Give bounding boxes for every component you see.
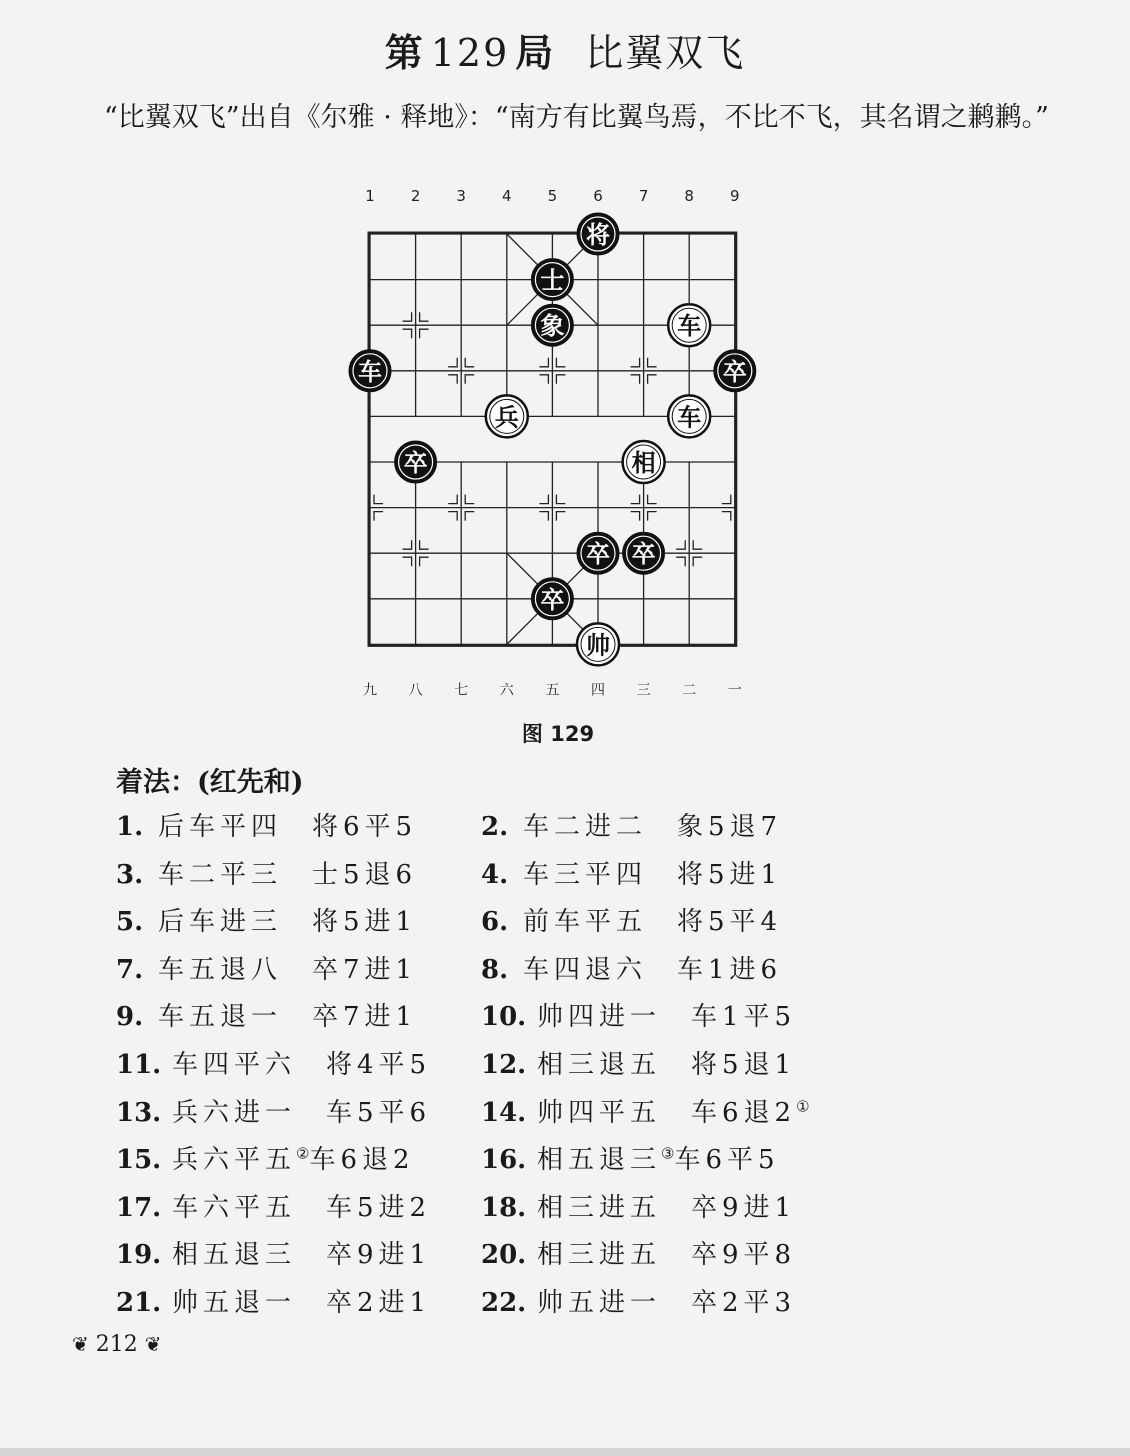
black-move: 卒9进1 [326,1240,432,1271]
move-row [116,901,876,949]
file-label-top: 6 [593,187,603,205]
moves-list [116,806,876,1330]
move-entry [481,949,782,986]
move-number: 9. [116,1002,144,1033]
move-row [116,1234,876,1282]
move-entry [481,901,782,938]
file-label-top: 7 [638,187,649,205]
move-row [116,1139,876,1187]
move-entry [116,1139,415,1176]
footnote-mark: ① [796,1096,810,1115]
piece-black [577,532,619,574]
piece-red [577,623,619,665]
black-move: 将6平5 [312,812,418,842]
move-entry [116,1044,431,1081]
red-move: 车二平三 [158,859,283,890]
red-move: 车五退八 [158,954,283,985]
black-move: 将5进1 [677,859,783,890]
move-row [116,949,876,997]
black-move: 卒2进1 [326,1287,432,1318]
piece-black [395,441,437,483]
red-move: 车六平五 [172,1192,297,1223]
piece-black [623,532,665,574]
piece-black [531,304,573,346]
piece-label: 车 [358,357,382,386]
move-entry [481,806,782,843]
file-label-bottom: 一 [727,682,742,699]
move-row [116,806,876,854]
black-move: 将5平4 [677,907,783,938]
file-label-bottom: 五 [545,682,560,699]
move-number: 15. [116,1145,162,1176]
piece-black [714,350,756,392]
piece-label: 卒 [722,357,747,386]
red-move: 相三退五 [537,1049,662,1080]
move-number: 17. [116,1192,162,1223]
black-move: 车6平5 [674,1145,780,1176]
moves-header: 着法：(红先和) [116,767,304,798]
move-number: 18. [481,1192,527,1223]
move-number: 3. [116,859,144,890]
move-number: 14. [481,1097,527,1128]
red-move: 相五退三 [537,1145,662,1176]
file-label-bottom: 八 [408,682,423,699]
move-entry [116,854,417,891]
black-move: 车6退2 [691,1097,797,1128]
move-entry [481,1044,796,1081]
red-move: 前车平五 [523,907,648,938]
move-number: 6. [481,907,509,938]
file-label-bottom: 九 [363,682,377,699]
title-name: 比翼双飞 [585,31,746,75]
red-move: 车二进二 [523,812,648,842]
black-move: 卒9进1 [691,1192,797,1223]
title-number: 129 [430,31,510,75]
move-entry [481,1092,810,1129]
move-number: 20. [481,1240,527,1271]
move-row [116,1187,876,1235]
red-move: 相五退三 [172,1240,297,1271]
black-move: 将5退1 [691,1049,797,1080]
move-entry [116,806,417,843]
move-number: 5. [116,907,144,938]
red-move: 兵六平五 [172,1145,297,1176]
black-move: 卒9平8 [691,1240,797,1271]
piece-black [349,350,391,392]
piece-red [623,441,665,483]
red-move: 兵六进一 [172,1097,297,1128]
move-number: 8. [481,954,509,985]
move-number: 4. [481,859,509,890]
page-title [0,22,1130,77]
title-suffix: 局 [515,30,556,75]
red-move: 帅四平五 [537,1097,662,1128]
move-number: 7. [116,954,144,985]
piece-label: 车 [677,312,702,341]
move-entry [481,1139,780,1176]
black-move: 卒7进1 [312,954,418,985]
footnote-mark: ② [296,1144,310,1163]
move-number: 12. [481,1049,527,1080]
move-number: 11. [116,1049,162,1080]
red-move: 后车进三 [158,907,283,938]
move-entry [481,1282,796,1319]
page-footer [72,1332,162,1357]
move-entry [116,901,417,938]
xiangqi-board [330,180,790,700]
file-label-top: 4 [502,187,512,205]
move-number: 10. [481,1002,527,1033]
red-move: 车四退六 [523,954,648,985]
red-move: 车四平六 [172,1049,297,1080]
black-move: 将4平5 [326,1049,432,1080]
ornament-right-icon: ❦ [144,1332,162,1356]
move-number: 22. [481,1287,527,1318]
file-label-top: 1 [365,187,375,205]
piece-label: 相 [631,449,656,477]
file-label-bottom: 四 [591,682,605,699]
move-number: 21. [116,1287,162,1318]
file-label-bottom: 六 [499,682,514,699]
black-move: 车1进6 [677,954,783,985]
red-move: 帅五退一 [172,1287,297,1318]
red-move: 帅五进一 [537,1287,662,1318]
move-row [116,854,876,902]
file-label-bottom: 七 [454,682,469,699]
page-number: 212 [95,1332,138,1357]
move-number: 13. [116,1097,162,1128]
piece-label: 卒 [631,540,656,569]
move-entry [116,996,417,1033]
red-move: 车三平四 [523,859,648,890]
move-entry [116,949,417,986]
move-entry [116,1187,431,1224]
move-row [116,1282,876,1330]
file-label-bottom: 三 [636,682,651,699]
red-move: 后车平四 [158,812,283,842]
move-entry [481,854,782,891]
piece-label: 将 [586,221,610,249]
black-move: 车5平6 [326,1097,432,1128]
black-move: 车1平5 [691,1002,797,1033]
black-move: 车5进2 [326,1192,432,1223]
move-entry [481,1187,796,1224]
move-number: 2. [481,812,509,842]
red-move: 帅四进一 [537,1002,662,1033]
move-entry [116,1282,431,1319]
red-move: 车五退一 [158,1002,283,1033]
file-label-top: 2 [410,187,421,205]
move-entry [116,1234,431,1271]
black-move: 士5退6 [312,859,418,890]
move-entry [116,1092,431,1129]
piece-label: 士 [540,266,565,295]
piece-red [668,304,710,346]
piece-black [531,578,573,620]
file-label-top: 3 [456,187,466,205]
red-move: 相三进五 [537,1240,662,1271]
move-row [116,1044,876,1092]
piece-label: 象 [540,312,565,341]
bottom-bar [0,1448,1130,1456]
black-move: 卒7进1 [312,1002,418,1033]
move-number: 16. [481,1145,527,1176]
ornament-left-icon: ❦ [72,1332,89,1356]
move-row [116,1092,876,1140]
black-move: 将5进1 [312,907,418,938]
move-entry [481,1234,796,1271]
move-row [116,996,876,1044]
red-move: 相三进五 [537,1192,662,1223]
file-label-top: 5 [547,187,558,205]
black-move: 车6退2 [309,1145,415,1176]
move-entry [481,996,796,1033]
move-number: 19. [116,1240,162,1271]
file-label-top: 9 [730,187,740,205]
piece-black [531,259,573,301]
file-label-top: 8 [684,187,694,205]
figure-caption: 图 129 [521,722,595,746]
black-move: 卒2平3 [691,1287,797,1318]
piece-label: 帅 [586,631,610,660]
black-move: 象5退7 [677,812,783,842]
piece-label: 卒 [540,585,565,614]
intro-paragraph: “比翼双飞”出自《尔雅 · 释地》：“南方有比翼鸟焉，不比不飞，其名谓之鹣鹣。” [104,102,1049,133]
title-prefix: 第 [384,30,425,75]
piece-label: 卒 [403,449,428,477]
piece-red [668,395,710,437]
piece-red [486,395,528,437]
footnote-mark: ③ [661,1144,675,1163]
piece-label: 卒 [586,540,610,569]
file-label-bottom: 二 [682,682,697,699]
piece-black [577,213,619,255]
move-number: 1. [116,812,144,842]
piece-label: 兵 [494,403,519,432]
piece-label: 车 [677,403,702,432]
